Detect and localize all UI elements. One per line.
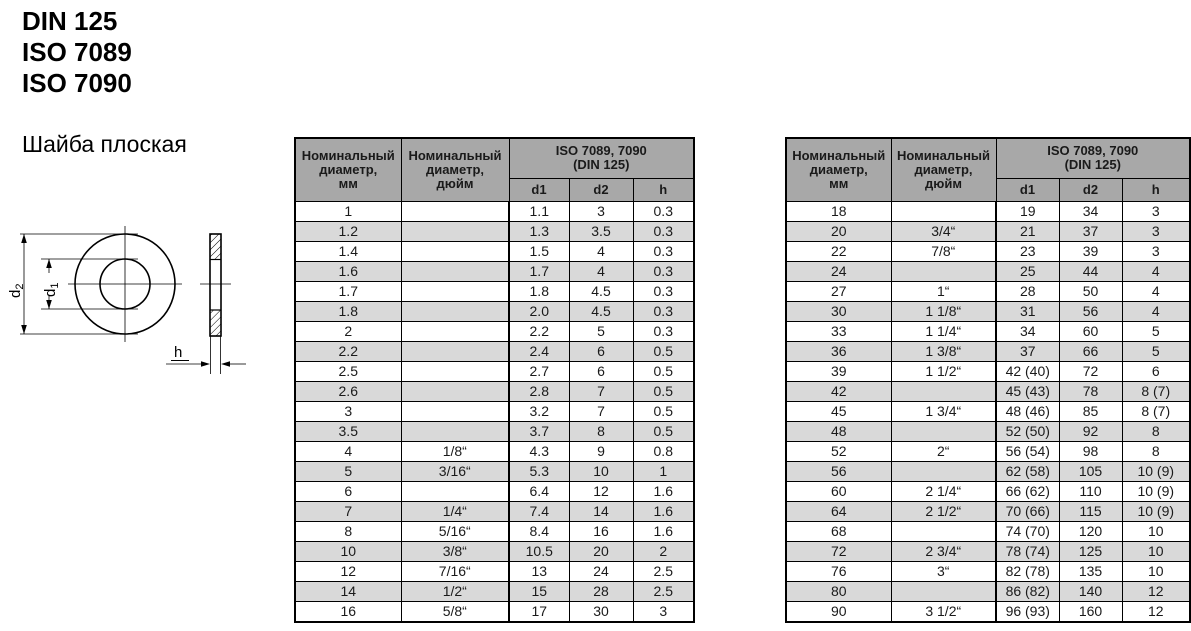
table-cell: 5: [1122, 322, 1190, 342]
table-cell: 2.4: [509, 342, 569, 362]
column-header-d2: d2: [1059, 178, 1122, 201]
table-cell: 39: [1059, 242, 1122, 262]
table-cell: 44: [1059, 262, 1122, 282]
table-cell: 8 (7): [1122, 382, 1190, 402]
table-cell: 5.3: [509, 462, 569, 482]
table-cell: 0.5: [633, 422, 694, 442]
table-cell: 76: [786, 562, 891, 582]
table-cell: 22: [786, 242, 891, 262]
table-cell: 42: [786, 382, 891, 402]
table-cell: 1.6: [633, 502, 694, 522]
table-cell: 1: [633, 462, 694, 482]
table-row: [786, 582, 1190, 602]
column-header-nominal-inch: Номинальный диаметр, дюйм: [401, 138, 509, 202]
table-cell: 1 1/4“: [891, 322, 996, 342]
washer-dimensions-table-left: [294, 137, 695, 623]
table-cell: 4: [569, 242, 633, 262]
table-cell: 60: [1059, 322, 1122, 342]
table-cell: [891, 422, 996, 442]
table-cell: 0.3: [633, 262, 694, 282]
table-cell: 1 1/8“: [891, 302, 996, 322]
table-cell: 68: [786, 522, 891, 542]
table-row: [786, 522, 1190, 542]
table-row: [786, 222, 1190, 242]
table-cell: 1.4: [295, 242, 401, 262]
table-cell: 3: [1122, 222, 1190, 242]
table-cell: 0.5: [633, 362, 694, 382]
table-cell: [401, 422, 509, 442]
table-cell: 37: [996, 342, 1059, 362]
table-row: [295, 442, 694, 462]
table-cell: 56: [786, 462, 891, 482]
table-cell: 0.5: [633, 382, 694, 402]
h-label: h: [174, 344, 183, 361]
table-cell: 70 (66): [996, 502, 1059, 522]
h-dimension: [166, 344, 246, 367]
table-row: [295, 302, 694, 322]
table-cell: 6: [569, 362, 633, 382]
table-row: [295, 462, 694, 482]
table-cell: 4.3: [509, 442, 569, 462]
table-cell: [401, 202, 509, 222]
table-cell: 8.4: [509, 522, 569, 542]
table-cell: 78 (74): [996, 542, 1059, 562]
table-cell: 4: [1122, 262, 1190, 282]
table-cell: 0.3: [633, 202, 694, 222]
table-cell: 10: [569, 462, 633, 482]
table-cell: 92: [1059, 422, 1122, 442]
table-cell: 3/4“: [891, 222, 996, 242]
table-cell: 27: [786, 282, 891, 302]
table-cell: 23: [996, 242, 1059, 262]
table-cell: 8: [569, 422, 633, 442]
table-cell: 30: [569, 602, 633, 623]
column-header-h: h: [1122, 178, 1190, 201]
table-cell: 8 (7): [1122, 402, 1190, 422]
table-cell: 12: [569, 482, 633, 502]
table-cell: 52 (50): [996, 422, 1059, 442]
table-row: [786, 422, 1190, 442]
table-cell: 62 (58): [996, 462, 1059, 482]
table-cell: 3/8“: [401, 542, 509, 562]
table-cell: 0.8: [633, 442, 694, 462]
table-cell: [891, 262, 996, 282]
table-row: [786, 542, 1190, 562]
table-cell: [401, 282, 509, 302]
table-cell: 6: [569, 342, 633, 362]
table-cell: 86 (82): [996, 582, 1059, 602]
table-cell: 2.5: [633, 582, 694, 602]
table-cell: 1.6: [633, 482, 694, 502]
table-cell: 7: [295, 502, 401, 522]
column-header-iso-group: ISO 7089, 7090 (DIN 125): [509, 138, 694, 178]
table-cell: 1.1: [509, 202, 569, 222]
table-cell: 135: [1059, 562, 1122, 582]
table-row: [295, 502, 694, 522]
table-cell: 45 (43): [996, 382, 1059, 402]
table-cell: 125: [1059, 542, 1122, 562]
table-cell: 1 1/2“: [891, 362, 996, 382]
table-row: [786, 282, 1190, 302]
table-cell: 0.3: [633, 222, 694, 242]
table-cell: 1/8“: [401, 442, 509, 462]
table-cell: 39: [786, 362, 891, 382]
table-cell: [401, 262, 509, 282]
table-cell: 21: [996, 222, 1059, 242]
table-cell: 2.7: [509, 362, 569, 382]
table-cell: 1/4“: [401, 502, 509, 522]
table-row: [786, 562, 1190, 582]
table-cell: 2“: [891, 442, 996, 462]
table-cell: 64: [786, 502, 891, 522]
table-cell: 16: [295, 602, 401, 623]
table-cell: 10 (9): [1122, 462, 1190, 482]
table-cell: 28: [996, 282, 1059, 302]
table-cell: 0.3: [633, 302, 694, 322]
table-row: [295, 322, 694, 342]
table-cell: 10: [1122, 562, 1190, 582]
table-cell: 12: [1122, 602, 1190, 623]
table-cell: 31: [996, 302, 1059, 322]
table-cell: 66 (62): [996, 482, 1059, 502]
standard-iso-7089: ISO 7089: [22, 37, 132, 67]
table-cell: 4: [569, 262, 633, 282]
table-cell: 6.4: [509, 482, 569, 502]
table-row: [295, 362, 694, 382]
table-cell: 2: [633, 542, 694, 562]
table-cell: 3“: [891, 562, 996, 582]
table-cell: 6: [1122, 362, 1190, 382]
table-row: [295, 382, 694, 402]
table-cell: 66: [1059, 342, 1122, 362]
table-cell: 72: [786, 542, 891, 562]
table-cell: [891, 582, 996, 602]
table-cell: 1 3/8“: [891, 342, 996, 362]
table-row: [295, 562, 694, 582]
table-cell: 10: [295, 542, 401, 562]
table-cell: 5: [295, 462, 401, 482]
table-cell: 5: [1122, 342, 1190, 362]
table-row: [295, 542, 694, 562]
table-cell: 34: [1059, 202, 1122, 222]
table-cell: 1.8: [295, 302, 401, 322]
table-cell: 0.5: [633, 402, 694, 422]
table-cell: [401, 322, 509, 342]
table-cell: [401, 362, 509, 382]
table-cell: 2: [295, 322, 401, 342]
table-cell: [401, 382, 509, 402]
table-cell: [401, 222, 509, 242]
table-cell: 3.7: [509, 422, 569, 442]
table-row: [786, 202, 1190, 222]
washer-section-view: [200, 234, 231, 374]
table-cell: 13: [509, 562, 569, 582]
table-cell: 19: [996, 202, 1059, 222]
table-cell: 48 (46): [996, 402, 1059, 422]
table-cell: [891, 202, 996, 222]
table-cell: 3.2: [509, 402, 569, 422]
table-row: [786, 362, 1190, 382]
table-cell: 50: [1059, 282, 1122, 302]
table-cell: 20: [569, 542, 633, 562]
table-cell: 12: [1122, 582, 1190, 602]
table-cell: 3: [295, 402, 401, 422]
table-cell: 4.5: [569, 302, 633, 322]
table-cell: 1: [295, 202, 401, 222]
table-cell: 120: [1059, 522, 1122, 542]
part-name-label: Шайба плоская: [22, 131, 187, 157]
table-cell: 2 1/2“: [891, 502, 996, 522]
table-cell: [401, 482, 509, 502]
table-body: [295, 202, 694, 623]
table-row: [295, 242, 694, 262]
table-cell: 4: [1122, 282, 1190, 302]
table-cell: 74 (70): [996, 522, 1059, 542]
column-header-d2: d2: [569, 178, 633, 201]
table-row: [295, 602, 694, 623]
table-cell: 1/2“: [401, 582, 509, 602]
table-cell: 42 (40): [996, 362, 1059, 382]
column-header-nominal-mm: Номинальный диаметр, мм: [786, 138, 891, 202]
table-cell: 140: [1059, 582, 1122, 602]
table-cell: 48: [786, 422, 891, 442]
table-row: [295, 522, 694, 542]
table-cell: 110: [1059, 482, 1122, 502]
table-cell: 0.3: [633, 242, 694, 262]
table-cell: 4: [295, 442, 401, 462]
table-cell: 10: [1122, 542, 1190, 562]
table-cell: 33: [786, 322, 891, 342]
washer-front-view: [68, 226, 182, 342]
table-cell: [891, 462, 996, 482]
table-cell: 45: [786, 402, 891, 422]
table-cell: 24: [569, 562, 633, 582]
table-cell: 10.5: [509, 542, 569, 562]
table-cell: 12: [295, 562, 401, 582]
table-row: [295, 222, 694, 242]
d2-label: $d_2$: [7, 283, 26, 298]
table-cell: [401, 342, 509, 362]
table-row: [295, 422, 694, 442]
column-header-nominal-mm: Номинальный диаметр, мм: [295, 138, 401, 202]
table-cell: 2 1/4“: [891, 482, 996, 502]
table-cell: 37: [1059, 222, 1122, 242]
table-cell: 1.8: [509, 282, 569, 302]
table-cell: 15: [509, 582, 569, 602]
table-cell: 85: [1059, 402, 1122, 422]
table-cell: 0.5: [633, 342, 694, 362]
column-header-iso-group: ISO 7089, 7090 (DIN 125): [996, 138, 1190, 178]
table-cell: 96 (93): [996, 602, 1059, 623]
washer-technical-drawing: [0, 200, 270, 395]
table-cell: 90: [786, 602, 891, 623]
table-cell: 25: [996, 262, 1059, 282]
table-cell: 115: [1059, 502, 1122, 522]
table-cell: 80: [786, 582, 891, 602]
table-cell: 160: [1059, 602, 1122, 623]
table-cell: 7: [569, 382, 633, 402]
table-cell: 1.7: [509, 262, 569, 282]
table-cell: 2.6: [295, 382, 401, 402]
table-row: [295, 582, 694, 602]
table-cell: 3: [569, 202, 633, 222]
table-cell: 8: [1122, 422, 1190, 442]
table-cell: 8: [295, 522, 401, 542]
table-cell: 2.5: [633, 562, 694, 582]
table-cell: 2.5: [295, 362, 401, 382]
table-cell: 0.3: [633, 282, 694, 302]
table-row: [295, 402, 694, 422]
table-cell: 7/16“: [401, 562, 509, 582]
d1-label: $d_1$: [42, 282, 61, 297]
table-row: [295, 262, 694, 282]
table-cell: 56: [1059, 302, 1122, 322]
table-cell: 78: [1059, 382, 1122, 402]
washer-dimensions-table-right: [785, 137, 1191, 623]
column-header-d1: d1: [509, 178, 569, 201]
table-cell: [401, 402, 509, 422]
table-cell: 7/8“: [891, 242, 996, 262]
table-row: [786, 242, 1190, 262]
table-header: [295, 138, 694, 202]
table-cell: 5/8“: [401, 602, 509, 623]
table-cell: 7: [569, 402, 633, 422]
table-cell: 6: [295, 482, 401, 502]
table-row: [786, 462, 1190, 482]
table-body: [786, 202, 1190, 623]
table-cell: 2.2: [509, 322, 569, 342]
table-cell: 7.4: [509, 502, 569, 522]
table-cell: 5/16“: [401, 522, 509, 542]
table-cell: 18: [786, 202, 891, 222]
table-cell: 36: [786, 342, 891, 362]
table-cell: 3.5: [569, 222, 633, 242]
table-cell: 30: [786, 302, 891, 322]
table-cell: 1“: [891, 282, 996, 302]
table-row: [786, 502, 1190, 522]
table-cell: 82 (78): [996, 562, 1059, 582]
table-cell: 1.2: [295, 222, 401, 242]
table-cell: [891, 382, 996, 402]
table-cell: 14: [569, 502, 633, 522]
table-cell: 2.0: [509, 302, 569, 322]
table-cell: 0.3: [633, 322, 694, 342]
table-row: [786, 402, 1190, 422]
table-cell: 72: [1059, 362, 1122, 382]
table-cell: 98: [1059, 442, 1122, 462]
table-cell: [401, 302, 509, 322]
table-cell: 16: [569, 522, 633, 542]
table-cell: 1.6: [295, 262, 401, 282]
table-cell: [401, 242, 509, 262]
table-cell: 4: [1122, 302, 1190, 322]
table-cell: 1.6: [633, 522, 694, 542]
table-row: [295, 202, 694, 222]
table-row: [295, 342, 694, 362]
table-header: [786, 138, 1190, 202]
column-header-h: h: [633, 178, 694, 201]
standard-din: DIN 125: [22, 6, 118, 36]
table-cell: 5: [569, 322, 633, 342]
table-cell: 2.8: [509, 382, 569, 402]
table-cell: 10 (9): [1122, 482, 1190, 502]
table-cell: 9: [569, 442, 633, 462]
table-cell: 4.5: [569, 282, 633, 302]
table-cell: 3: [1122, 242, 1190, 262]
column-header-nominal-inch: Номинальный диаметр, дюйм: [891, 138, 996, 202]
table-row: [786, 602, 1190, 623]
table-row: [786, 322, 1190, 342]
table-cell: 1.7: [295, 282, 401, 302]
table-cell: 105: [1059, 462, 1122, 482]
table-cell: 60: [786, 482, 891, 502]
table-cell: 14: [295, 582, 401, 602]
table-cell: [891, 522, 996, 542]
table-cell: 2.2: [295, 342, 401, 362]
table-cell: 20: [786, 222, 891, 242]
table-cell: 24: [786, 262, 891, 282]
table-row: [786, 482, 1190, 502]
column-header-d1: d1: [996, 178, 1059, 201]
table-cell: 3: [633, 602, 694, 623]
table-cell: 34: [996, 322, 1059, 342]
table-cell: 52: [786, 442, 891, 462]
table-cell: 10 (9): [1122, 502, 1190, 522]
table-row: [786, 342, 1190, 362]
table-row: [295, 282, 694, 302]
table-cell: 17: [509, 602, 569, 623]
table-cell: 3.5: [295, 422, 401, 442]
table-row: [786, 302, 1190, 322]
table-cell: 8: [1122, 442, 1190, 462]
standard-iso-7090: ISO 7090: [22, 68, 132, 98]
standards-title-block: [22, 6, 132, 99]
table-row: [295, 482, 694, 502]
table-cell: 3: [1122, 202, 1190, 222]
table-cell: 28: [569, 582, 633, 602]
table-cell: 1.3: [509, 222, 569, 242]
table-cell: 1 3/4“: [891, 402, 996, 422]
table-cell: 3 1/2“: [891, 602, 996, 623]
table-row: [786, 382, 1190, 402]
table-row: [786, 442, 1190, 462]
table-cell: 56 (54): [996, 442, 1059, 462]
table-row: [786, 262, 1190, 282]
table-cell: 10: [1122, 522, 1190, 542]
table-cell: 2 3/4“: [891, 542, 996, 562]
table-cell: 1.5: [509, 242, 569, 262]
table-cell: 3/16“: [401, 462, 509, 482]
